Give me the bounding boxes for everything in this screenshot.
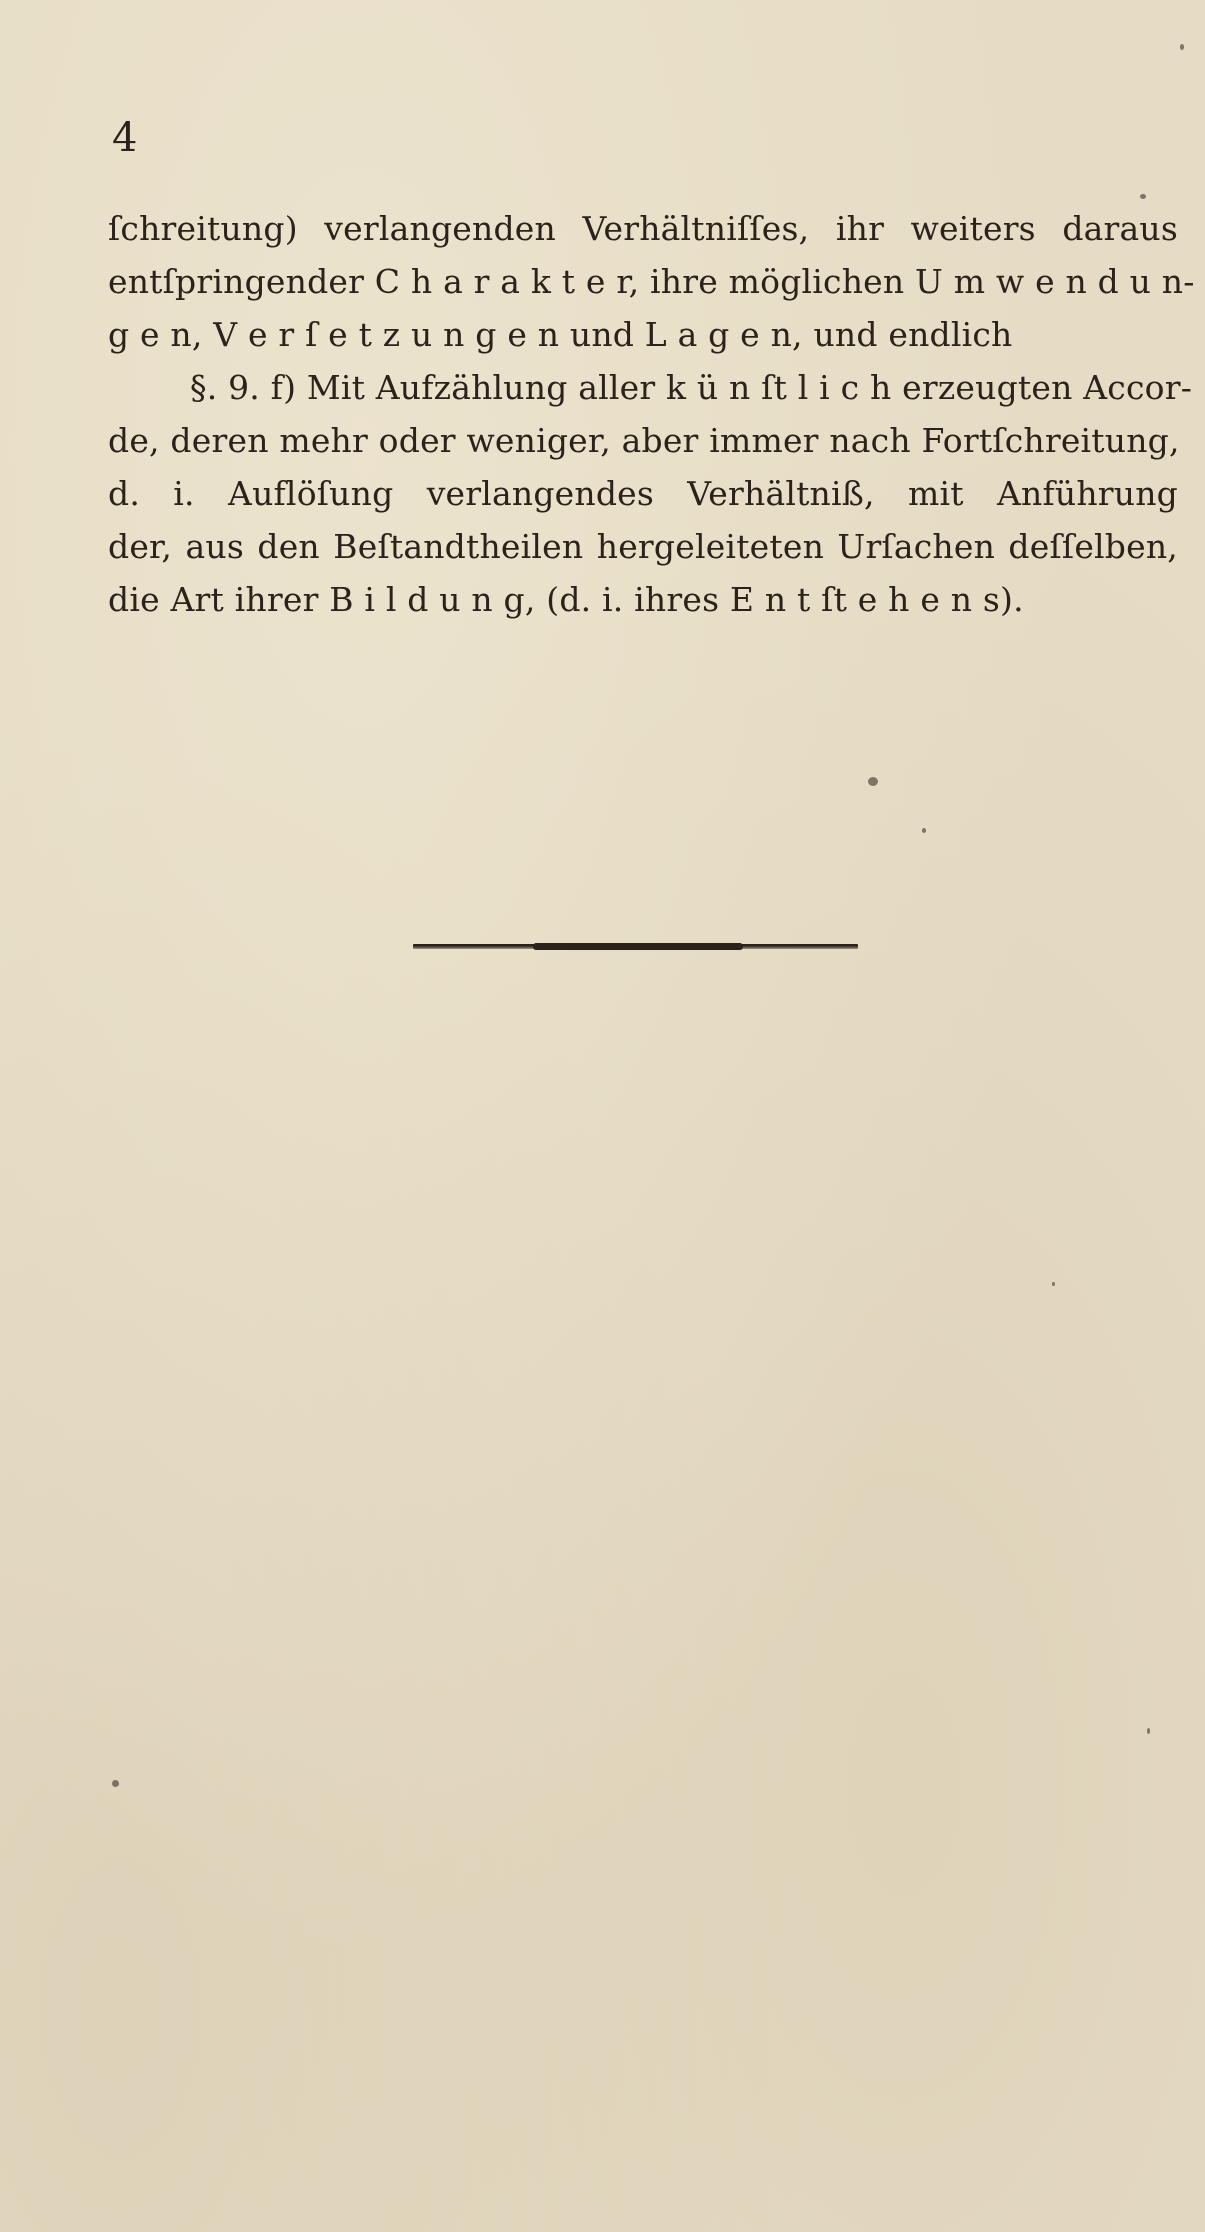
body-text bbox=[108, 202, 1195, 626]
text-line-7: der, aus den Beſtandtheilen hergeleiteten Urſachen deſſelben, bbox=[108, 527, 1178, 566]
paper-speck bbox=[922, 828, 926, 833]
paper-speck bbox=[1147, 1728, 1150, 1734]
paper-speck bbox=[1052, 1282, 1055, 1286]
page-number: 4 bbox=[112, 115, 138, 161]
paragraph-start-line: §. 9. f) Mit Aufzählung aller k ü n ſt l i c h erzeugten Accor- bbox=[190, 368, 1193, 407]
paper-speck bbox=[1140, 194, 1146, 199]
paper-speck bbox=[112, 1780, 119, 1787]
text-line-2: entſpringender C h a r a k t e r, ihre möglichen U m w e n d u n- bbox=[108, 262, 1195, 301]
paper-speck bbox=[1180, 44, 1184, 50]
text-line-1: ſchreitung) verlangenden Verhältniſſes, ihr weiters daraus bbox=[108, 209, 1178, 248]
text-line-6: d. i. Auflöſung verlangendes Verhältniß, mit Anführung bbox=[108, 474, 1178, 513]
text-line-5: de, deren mehr oder weniger, aber immer nach Fortſchreitung, bbox=[108, 421, 1180, 460]
text-line-8: die Art ihrer B i l d u n g, (d. i. ihres E n t ſt e h e n s). bbox=[108, 580, 1024, 619]
text-line-3: g e n, V e r ſ e t z u n g e n und L a g e n, und endlich bbox=[108, 315, 1013, 354]
section-divider-rule bbox=[413, 944, 858, 949]
paper-speck bbox=[868, 777, 878, 786]
